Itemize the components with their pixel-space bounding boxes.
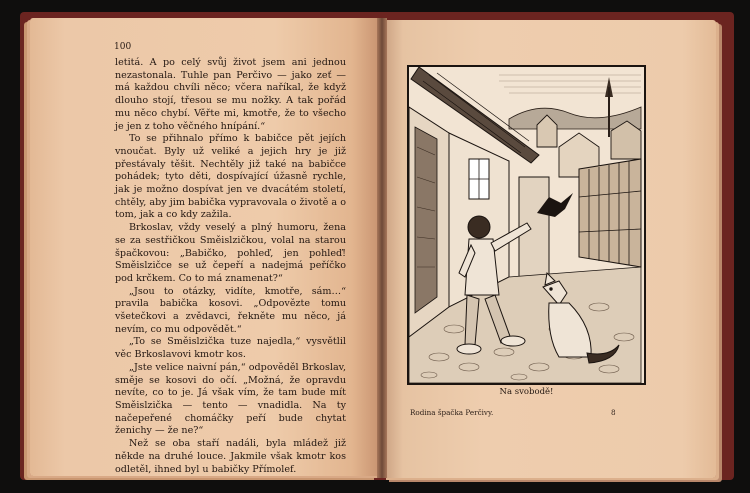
- signature-mark: 8: [611, 408, 616, 417]
- footer-note: Rodina špačka Perčivy.: [410, 408, 494, 417]
- paragraph: Brkoslav, vždy veselý a plný humoru, žena se za sestřičkou Směislzičkou, volal na starou špačkovou: „Babičko, pohleď, jen pohleď! Směislzičce se už čepeří a nadejmá peříčko pod krčkem. Co to má znamenat?“: [115, 222, 346, 284]
- body-text: [115, 57, 346, 476]
- book-gutter: [377, 18, 387, 478]
- paragraph: To se přihnalo přímo k babičce pět jejích vnoučat. Byly už veliké a jejich hry je již přestávaly těšit. Nechtěly již také na babičce pohádek; tyto děti, dospívající úžasně rychle, jak je možno dospívat jen ve dvacátém století, chtěly, aby jim babička vypravovala o životě a o tom, jak a co kdy zažila.: [115, 133, 346, 221]
- illustration: [407, 65, 646, 385]
- paragraph: „Jsou to otázky, vidíte, kmotře, sám…“ pravila babička kosovi. „Odpovězte tomu všetečkovi a zvědavci, řekněte mu něco, já nevím, co mu odpovědět.“: [115, 285, 346, 335]
- page-number: 100: [114, 42, 132, 52]
- paragraph: letitá. A po celý svůj život jsem ani jednou nezastonala. Tuhle pan Perčivo — jako zeť — má každou chvíli něco; včera naříkal, že když dlouho stojí, třesou se mu nožky. A tak pořád mu něco chybí. Věřte mi, kmotře, že to všecho je jen z toho věčného hnípání.“: [115, 57, 346, 132]
- paragraph: „To se Směislzička tuze najedla,“ vysvětlil věc Brkoslavovi kmotr kos.: [115, 336, 346, 361]
- illustration-caption: Na svobodě!: [499, 387, 554, 397]
- paragraph: Než se oba staří nadáli, byla mládež již někde na druhé louce. Jakmile však kmotr kos odletěl, ihned byl u babičky Přímolef.: [115, 438, 346, 475]
- paragraph: „Jste velice naivní pán,“ odpověděl Brkoslav, směje se kosovi do očí. „Možná, že opravdu nevíte, co to je. Já však vím, že tam bude mít Směislzička — tento — vnadidla. Na ty načepeřené chomáčky peří bude chytat ženichy — že ne?“: [115, 361, 346, 437]
- illustration-boy-dog-bird-icon: [409, 67, 644, 383]
